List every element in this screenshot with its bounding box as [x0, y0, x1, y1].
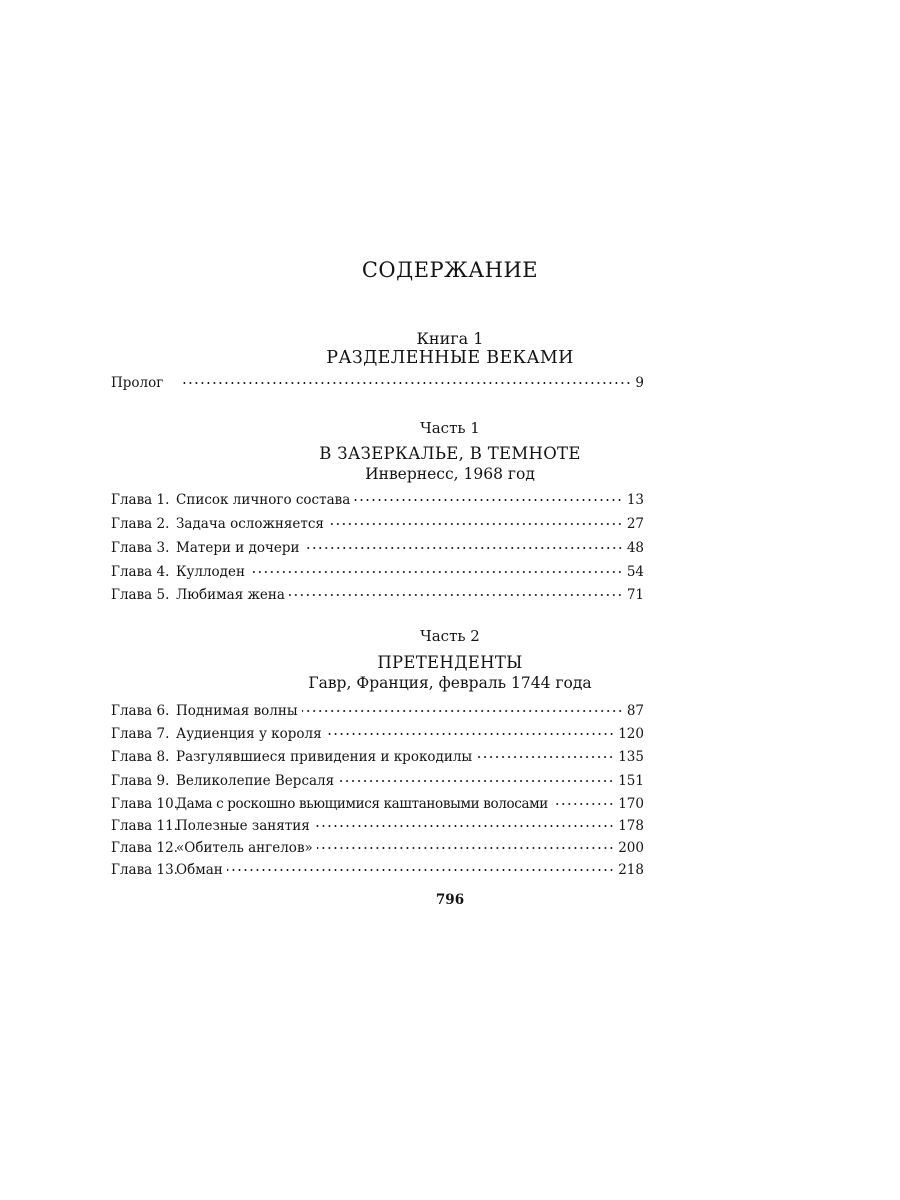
chapter-number: Глава 2.	[111, 516, 170, 532]
chapter-title: Великолепие Версаля	[176, 773, 335, 789]
toc-entry-page: 9	[635, 375, 644, 391]
toc-entry-chapter-2	[111, 516, 644, 536]
chapter-title: Дама с роскошно вьющимися каштановыми волосами	[176, 796, 548, 812]
chapter-number: Глава 6.	[111, 703, 170, 719]
dot-leader	[317, 847, 614, 849]
toc-entry-chapter-7	[111, 726, 644, 746]
part-2-title: ПРЕТЕНДЕНТЫ	[377, 653, 523, 672]
toc-entry-title: Пролог	[111, 375, 164, 391]
chapter-number: Глава 3.	[111, 540, 170, 556]
chapter-title: Разгулявшиеся привидения и крокодилы	[176, 749, 473, 765]
chapter-number: Глава 12.	[111, 840, 178, 856]
chapter-page: 218	[618, 862, 644, 878]
dot-leader	[314, 825, 614, 827]
chapter-title: «Обитель ангелов»	[176, 840, 313, 856]
dot-leader	[289, 594, 623, 596]
chapter-number: Глава 4.	[111, 564, 170, 580]
chapter-page: 135	[618, 749, 644, 765]
toc-entry-prolog	[111, 375, 644, 395]
chapter-title: Поднимая волны	[176, 703, 298, 719]
dot-leader	[354, 499, 623, 501]
toc-entry-chapter-5	[111, 587, 644, 607]
toc-entry-chapter-11	[111, 818, 644, 838]
chapter-page: 27	[626, 516, 644, 532]
dot-leader	[326, 733, 615, 735]
dot-leader	[302, 710, 623, 712]
page-title: СОДЕРЖАНИЕ	[361, 258, 539, 282]
chapter-page: 71	[626, 587, 644, 603]
chapter-title: Полезные занятия	[176, 818, 310, 834]
toc-entry-chapter-10	[111, 796, 644, 816]
dot-leader	[183, 382, 631, 384]
chapter-number: Глава 10.	[111, 796, 178, 812]
book-label: Книга 1	[416, 329, 484, 348]
chapter-number: Глава 13.	[111, 862, 178, 878]
chapter-title: Обман	[176, 862, 223, 878]
chapter-page: 48	[626, 540, 644, 556]
part-2-label: Часть 2	[420, 627, 480, 645]
chapter-title: Любимая жена	[176, 587, 285, 603]
dot-leader	[304, 547, 623, 549]
toc-entry-chapter-1	[111, 492, 644, 512]
toc-entry-chapter-6	[111, 703, 644, 723]
toc-entry-chapter-3	[111, 540, 644, 560]
dot-leader	[476, 756, 614, 758]
toc-entry-chapter-12	[111, 840, 644, 860]
toc-entry-chapter-8	[111, 749, 644, 769]
chapter-page: 87	[626, 703, 644, 719]
chapter-title: Аудиенция у короля	[176, 726, 322, 742]
page-number: 796	[435, 892, 465, 908]
dot-leader	[328, 523, 623, 525]
chapter-number: Глава 5.	[111, 587, 170, 603]
chapter-title: Список личного состава	[176, 492, 351, 508]
toc-entry-chapter-13	[111, 862, 644, 882]
chapter-title: Куллоден	[176, 564, 245, 580]
chapter-title: Матери и дочери	[176, 540, 300, 556]
chapter-page: 170	[618, 796, 644, 812]
toc-entry-chapter-4	[111, 564, 644, 584]
dot-leader	[338, 780, 614, 782]
part-2-subtitle: Гавр, Франция, февраль 1744 года	[308, 674, 592, 692]
chapter-number: Глава 7.	[111, 726, 170, 742]
chapter-page: 54	[626, 564, 644, 580]
dot-leader	[227, 869, 614, 871]
chapter-page: 120	[618, 726, 644, 742]
part-1-label: Часть 1	[420, 419, 480, 437]
chapter-page: 200	[618, 840, 644, 856]
chapter-number: Глава 8.	[111, 749, 170, 765]
chapter-page: 178	[618, 818, 644, 834]
chapter-number: Глава 9.	[111, 773, 170, 789]
chapter-number: Глава 11.	[111, 818, 178, 834]
part-1-subtitle: Инвернесс, 1968 год	[365, 465, 535, 483]
toc-entry-chapter-9	[111, 773, 644, 793]
chapter-title: Задача осложняется	[176, 516, 324, 532]
chapter-number: Глава 1.	[111, 492, 170, 508]
dot-leader	[552, 803, 614, 805]
chapter-page: 13	[626, 492, 644, 508]
chapter-page: 151	[618, 773, 644, 789]
book-title: РАЗДЕЛЕННЫЕ ВЕКАМИ	[326, 348, 574, 368]
part-1-title: В ЗАЗЕРКАЛЬЕ, В ТЕМНОТЕ	[319, 444, 581, 463]
dot-leader	[249, 571, 623, 573]
